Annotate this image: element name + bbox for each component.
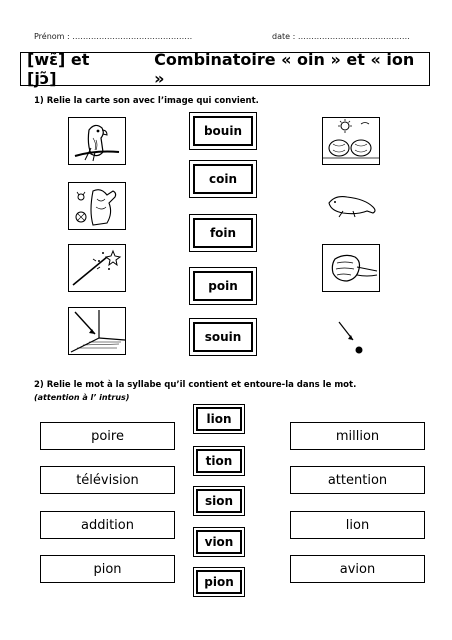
date-field[interactable]: date : ……………………………………: [272, 32, 410, 41]
syllable-card-vion[interactable]: [193, 527, 245, 557]
sound-card-souin[interactable]: [189, 318, 257, 356]
sound-card-label: poin: [193, 271, 253, 301]
syllable-label: vion: [196, 530, 242, 554]
syllable-label: lion: [196, 407, 242, 431]
right-word-box[interactable]: million: [290, 422, 425, 450]
swatting-bee-image[interactable]: [68, 182, 126, 230]
left-word-box[interactable]: addition: [40, 511, 175, 539]
left-word-box[interactable]: poire: [40, 422, 175, 450]
right-word-box[interactable]: lion: [290, 511, 425, 539]
point-arrow-image[interactable]: [322, 307, 380, 355]
syllable-card-tion[interactable]: [193, 446, 245, 476]
page-title: Combinatoire « oin » et « ion »: [154, 50, 415, 88]
sound-card-label: coin: [193, 164, 253, 194]
prenom-field[interactable]: Prénom : ………………………………………: [34, 32, 193, 41]
sound-card-bouin[interactable]: [189, 112, 257, 150]
room-corner-image[interactable]: [68, 307, 126, 355]
exercise2-instruction: 2) Relie le mot à la syllabe qu’il contient et entoure-la dans le mot.: [34, 380, 357, 390]
sound-card-foin[interactable]: [189, 214, 257, 252]
seal-image[interactable]: [322, 182, 380, 230]
syllable-card-sion[interactable]: [193, 486, 245, 516]
syllable-label: pion: [196, 570, 242, 594]
sound-card-label: souin: [193, 322, 253, 352]
exercise1-instruction: 1) Relie la carte son avec l’image qui convient.: [34, 96, 259, 106]
sound-card-poin[interactable]: [189, 267, 257, 305]
syllable-card-pion[interactable]: [193, 567, 245, 597]
sound-card-coin[interactable]: [189, 160, 257, 198]
parrot-image[interactable]: [68, 117, 126, 165]
exercise2-note: (attention à l’ intrus): [34, 393, 130, 402]
syllable-card-lion[interactable]: [193, 404, 245, 434]
fist-image[interactable]: [322, 244, 380, 292]
magic-wand-image[interactable]: [68, 244, 126, 292]
title-phonetic: [wɛ̃] et [jɔ̃]: [27, 50, 90, 88]
syllable-label: sion: [196, 489, 242, 513]
right-word-box[interactable]: avion: [290, 555, 425, 583]
left-word-box[interactable]: pion: [40, 555, 175, 583]
right-word-box[interactable]: attention: [290, 466, 425, 494]
sound-card-label: foin: [193, 218, 253, 248]
left-word-box[interactable]: télévision: [40, 466, 175, 494]
title-box: [20, 52, 430, 86]
syllable-label: tion: [196, 449, 242, 473]
sound-card-label: bouin: [193, 116, 253, 146]
hay-bales-sun-image[interactable]: [322, 117, 380, 165]
